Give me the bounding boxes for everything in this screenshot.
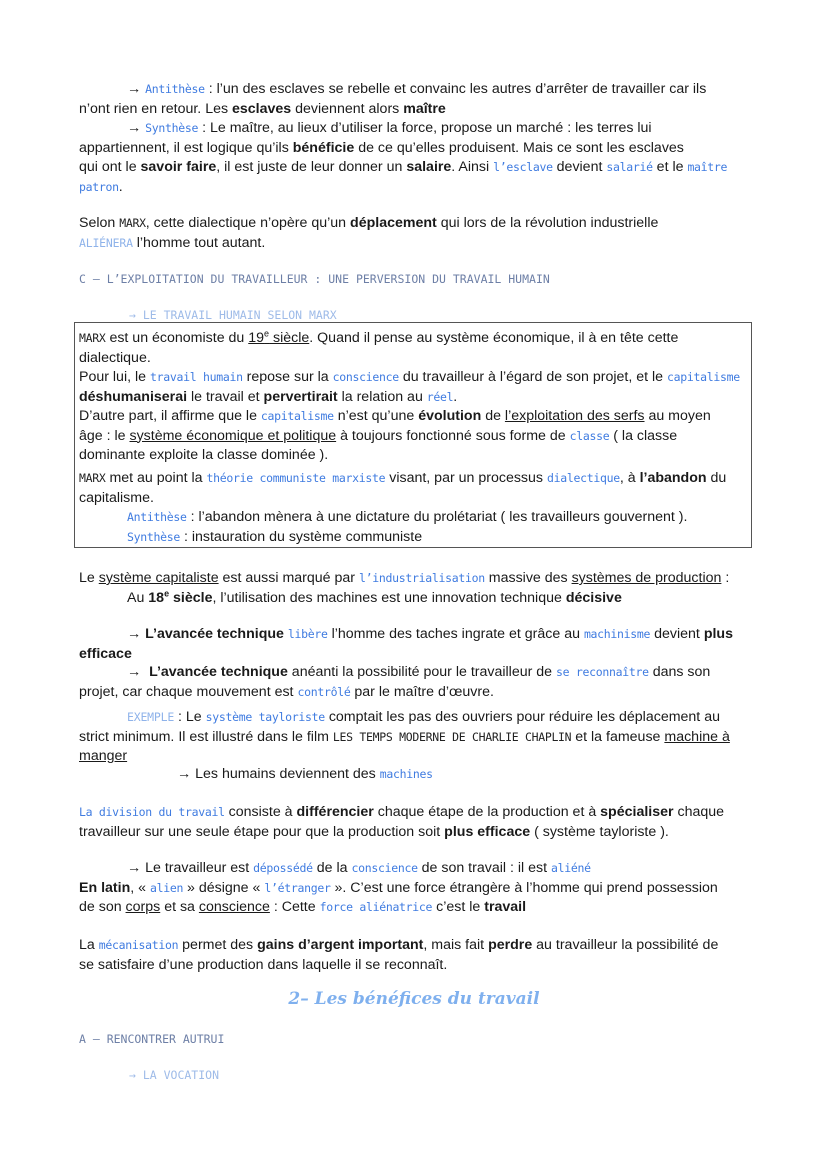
arrow-icon: → — [127, 626, 142, 642]
machines-paragraph: → Les humains deviennent des machines — [177, 766, 433, 782]
marx-box-text-1: MARX est un économiste du 19e siècle. Quand il pense au système économique, il à en tête cette dialectique. Pour lui, le travail humain repose sur la conscience du travailleur à l’égard de son projet, et le capitalisme déshumaniserai le travail et pervertirait la relation au réel. D’autre part, il affirme que le capitalisme n’est qu’une évolution de l’exploitation des serfs au moyen âge : le système économique et politique à toujours fonctionné sous forme de classe ( la classe dominante exploite la classe dominée ). — [79, 328, 740, 463]
capitalism-paragraph: Le système capitaliste est aussi marqué par l’industrialisation massive des systèmes de production : Au 18e siècle, l’utilisation des machines est une innovation technique décisive — [79, 570, 730, 606]
mecanisation-paragraph: La mécanisation permet des gains d’argent important, mais fait perdre au travailleur la possibilité de se satisfaire d’une production dans laquelle il se reconnaît. — [79, 937, 719, 973]
antithese-label: Antithèse — [145, 82, 205, 96]
antithese-paragraph: → Antithèse : l’un des esclaves se rebelle et convainc les autres d’arrêter de travailler car ils n’ont rien en retour. Les esclaves deviennent alors maître — [79, 81, 707, 117]
exemple-paragraph: EXEMPLE : Le système tayloriste comptait les pas des ouvriers pour réduire les déplacement au strict minimum. Il est illustré dans le film LES TEMPS MODERNE DE CHARLIE CHAPLIN et la fameuse machine à manger — [79, 709, 730, 764]
avancee-liberation-paragraph: → L’avancée technique libère l’homme des taches ingrate et grâce au machinisme devient plus efficace — [79, 626, 733, 662]
arrow-icon: → — [127, 860, 142, 876]
section-title-2: 2– Les bénéfices du travail — [288, 989, 540, 1009]
arrow-icon: → — [177, 766, 192, 782]
arrow-icon: → — [127, 120, 142, 136]
marx-alienation-paragraph: Selon MARX, cette dialectique n’opère qu’un déplacement qui lors de la révolution industrielle ALIÉNERA l’homme tout autant. — [79, 215, 659, 251]
section-heading-c: C – L’EXPLOITATION DU TRAVAILLEUR : UNE PERVERSION DU TRAVAIL HUMAIN — [79, 272, 550, 286]
depossede-paragraph: → Le travailleur est dépossédé de la conscience de son travail : il est aliéné En latin, « alien » désigne « l’étranger ». C’est une force étrangère à l’homme qui prend possession de son corps et sa conscience : Cette force aliénatrice c’est le travail — [79, 860, 718, 915]
marx-box-text-2: MARX met au point la théorie communiste marxiste visant, par un processus dialectique, à l’abandon du capitalisme. Antithèse : l’abandon mènera à une dictature du prolétariat ( les travailleurs gouvernent ). Synthèse : instauration du système communiste — [79, 470, 727, 545]
exemple-label: EXEMPLE — [127, 710, 175, 724]
subheading-marx: → LE TRAVAIL HUMAIN SELON MARX — [129, 308, 337, 322]
division-travail-paragraph: La division du travail consiste à différencier chaque étape de la production et à spécialiser chaque travailleur sur une seule étape pour que la production soit plus efficace ( système tayloriste ). — [79, 804, 725, 840]
synthese-paragraph: → Synthèse : Le maître, au lieux d’utiliser la force, propose un marché : les terres lui appartiennent, il est logique qu’ils bénéficie de ce qu’elles produisent. Mais ce sont les esclaves qui ont le savoir faire, il est juste de leur donner un salaire. Ainsi l’esclave devient salarié et le maître patron. — [79, 120, 728, 195]
section-heading-a: A – RENCONTRER AUTRUI — [79, 1032, 225, 1046]
arrow-icon: → — [127, 81, 142, 97]
avancee-alienation-paragraph: → L’avancée technique anéanti la possibilité pour le travailleur de se reconnaître dans son projet, car chaque mouvement est contrôlé par le maître d’œuvre. — [79, 664, 711, 700]
subheading-vocation: → LA VOCATION — [129, 1068, 220, 1082]
synthese-label: Synthèse — [145, 121, 199, 135]
arrow-icon: → — [127, 664, 142, 680]
